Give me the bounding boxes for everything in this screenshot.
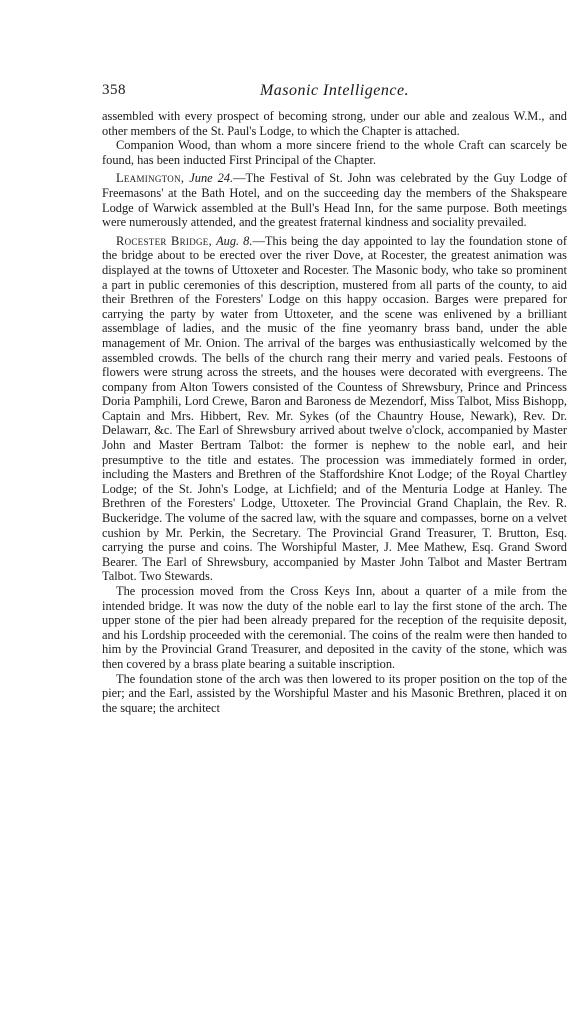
page-number: 358: [102, 82, 126, 98]
paragraph-text: assembled with every prospect of becoming strong, under our able and zealous W.M., and other members of the St. Paul's Lodge, to which the Chapter is attached.: [102, 109, 567, 138]
paragraph-leamington: [102, 171, 567, 229]
paragraph-text: —The Festival of St. John was celebrated by the Guy Lodge of Freemasons' at the Bath Hotel, and on the succeeding day the members of the Shakspeare Lodge of Warwick assembled at the Bull's Head Inn, for the same purpose. Both meetings were numerously attended, and the greatest fraternal kindness and sociality prevailed.: [102, 171, 567, 230]
running-title: Masonic Intelligence.: [259, 82, 410, 99]
article-body: [102, 109, 567, 715]
paragraph-text: The foundation stone of the arch was then lowered to its proper position on the top of the pier; and the Earl, assisted by the Worshipful Master and his Masonic Brethren, placed it on the square; the architect: [102, 671, 567, 715]
paragraph-continued: [102, 109, 567, 138]
place-name: Leamington,: [116, 171, 185, 186]
paragraph-procession: [102, 584, 567, 672]
paragraph-text: The procession moved from the Cross Keys Inn, about a quarter of a mile from the intended bridge. It was now the duty of the noble earl to lay the first stone of the arch. The upper stone of the pier had been already prepared for the reception of the requisite deposit, and his Lordship proceeded with the ceremonial. The coins of the realm were then handed to him by the Provincial Grand Treasurer, and deposited in the cavity of the stone, which was then covered by a brass plate bearing a suitable inscription.: [102, 584, 567, 671]
paragraph-rocester-bridge: [102, 234, 567, 584]
paragraph-foundation-stone: [102, 672, 567, 716]
date: June 24.: [189, 171, 234, 186]
paragraph-text: Companion Wood, than whom a more sincere friend to the whole Craft can scarcely be found, has been inducted First Principal of the Chapter.: [102, 138, 567, 167]
page-header: [102, 82, 567, 104]
paragraph: [102, 138, 567, 167]
paragraph-text: —This being the day appointed to lay the foundation stone of the bridge about to be erected over the river Dove, at Rocester, the greatest animation was displayed at the towns of Uttoxeter and Rocester. The Masonic body, who take so prominent a part in public ceremonies of this description, mustered from all parts of the county, to aid their Brethren of the Foresters' Lodge on this happy occasion. Barges were prepared for carrying the party by water from Uttoxeter, and the scene was enlivened by a brilliant assemblage of ladies, and the music of the fine yeomanry brass band, under the able management of Mr. Onion. The arrival of the barges was enthusiastically welcomed by the assembled crowds. The bells of the church rang their merry and varied peals. Festoons of flowers were strung across the streets, and the houses were decorated with evergreens. The company from Alton Towers consisted of the Countess of Shrewsbury, Prince and Princess Doria Pamphili, Lord Crewe, Baron and Baroness de Mezendorf, Miss Talbot, Miss Bishopp, Captain and Mrs. Hibbert, Rev. Mr. Sykes (of the Chauntry House, Newark), Rev. Dr. Delawarr, &c. The Earl of Shrewsbury arrived about twelve o'clock, accompanied by Master John and Master Bertram Talbot: the former is nephew to the noble earl, and heir presumptive to the title and estates. The procession was immediately formed in order, including the Masters and Brethren of the Staffordshire Knot Lodge; of the Royal Chartley Lodge; of the St. John's Lodge, at Lichfield; and of the Menturia Lodge at Hanley. The Brethren of the Foresters' Lodge, Uttoxeter. The Provincial Grand Chaplain, the Rev. R. Buckeridge. The volume of the sacred law, with the square and compasses, borne on a velvet cushion by Mr. Perkin, the Secretary. The Provincial Grand Treasurer, T. Brutton, Esq. carrying the purse and coins. The Worshipful Master, J. Mee Mathew, Esq. Grand Sword Bearer. The Earl of Shrewsbury, accompanied by Master John Talbot and Master Bertram Talbot. Two Stewards.: [102, 233, 567, 584]
date: Aug. 8.: [216, 233, 253, 248]
place-name: Rocester Bridge,: [116, 233, 212, 248]
